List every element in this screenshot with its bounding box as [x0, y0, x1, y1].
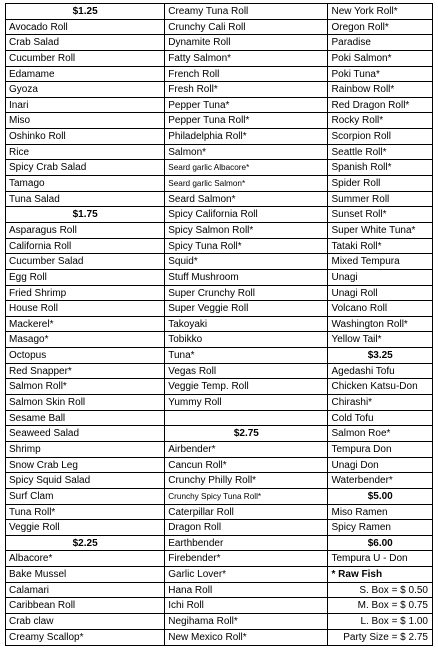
menu-item: Super Crunchy Roll: [165, 286, 327, 302]
menu-item: Takoyaki: [165, 317, 327, 333]
menu-item: Cucumber Roll: [6, 51, 164, 67]
menu-item: Masago*: [6, 332, 164, 348]
menu-item: Avocado Roll: [6, 20, 164, 36]
price-tier-heading: $3.25: [328, 348, 432, 364]
menu-item: Tamago: [6, 176, 164, 192]
menu-item: Mixed Tempura: [328, 254, 432, 270]
menu-item: Squid*: [165, 254, 327, 270]
price-tier-heading: $2.25: [6, 536, 164, 552]
menu-item: Creamy Scallop*: [9, 631, 84, 643]
menu-item: Dragon Roll: [165, 520, 327, 536]
menu-item: Crunchy Philly Roll*: [165, 473, 327, 489]
menu-item: Cucumber Salad: [6, 254, 164, 270]
menu-item: Seard garlic Albacore*: [165, 160, 327, 176]
menu-item: Spicy Squid Salad: [6, 473, 164, 489]
menu-item: Veggie Temp. Roll: [165, 379, 327, 395]
menu-item: Fresh Roll*: [165, 82, 327, 98]
menu-item: Edamame: [6, 67, 164, 83]
menu-item: Inari: [6, 98, 164, 114]
price-tier-heading: $2.75: [165, 426, 327, 442]
menu-item: New York Roll*: [328, 4, 432, 20]
menu-item: Asparagus Roll: [6, 223, 164, 239]
menu-item: House Roll: [6, 301, 164, 317]
menu-price-table: [5, 3, 433, 646]
menu-item: Bake Mussel: [6, 567, 164, 583]
menu-item: Sunset Roll*: [328, 207, 432, 223]
menu-item: Crab claw: [6, 614, 164, 630]
menu-item: S. Box = $ 0.50: [328, 583, 432, 599]
menu-item: Rainbow Roll*: [328, 82, 432, 98]
menu-item: Tempura U - Don: [328, 551, 432, 567]
menu-item: Shrimp: [6, 442, 164, 458]
menu-item: Paradise: [328, 35, 432, 51]
menu-item: Octopus: [6, 348, 164, 364]
menu-item: Creamy Tuna Roll: [165, 4, 327, 20]
menu-item: Airbender*: [165, 442, 327, 458]
menu-item: Cold Tofu: [328, 411, 432, 427]
menu-item: Salmon Roe*: [328, 426, 432, 442]
menu-item: Spanish Roll*: [328, 160, 432, 176]
menu-item: Agedashi Tofu: [328, 364, 432, 380]
menu-item: Vegas Roll: [165, 364, 327, 380]
menu-item: Calamari: [6, 583, 164, 599]
menu-item: Party Size = $ 2.75: [343, 631, 428, 643]
menu-item: Firebender*: [165, 551, 327, 567]
menu-item: Crunchy Spicy Tuna Roll*: [165, 489, 327, 505]
menu-column-3: [328, 4, 432, 645]
menu-item: Volcano Roll: [328, 301, 432, 317]
menu-item: Caribbean Roll: [6, 598, 164, 614]
menu-item: Chirashi*: [328, 395, 432, 411]
menu-item: Tuna Salad: [6, 192, 164, 208]
menu-item: Dynamite Roll: [165, 35, 327, 51]
menu-item: Cancun Roll*: [165, 458, 327, 474]
menu-item: Egg Roll: [6, 270, 164, 286]
menu-item: Stuff Mushroom: [165, 270, 327, 286]
menu-item: Fatty Salmon*: [165, 51, 327, 67]
menu-item: Scorpion Roll: [328, 129, 432, 145]
menu-item: Earthbender: [165, 536, 327, 552]
menu-item: Salmon*: [165, 145, 327, 161]
menu-item: Surf Clam: [6, 489, 164, 505]
menu-item: * Raw Fish: [328, 567, 432, 583]
menu-item: M. Box = $ 0.75: [328, 598, 432, 614]
menu-item: Miso Ramen: [328, 505, 432, 521]
menu-item: Tuna*: [165, 348, 327, 364]
menu-item: Seard Salmon*: [165, 192, 327, 208]
menu-item: Hana Roll: [165, 583, 327, 599]
menu-item: Crab Salad: [6, 35, 164, 51]
menu-item: Spicy Salmon Roll*: [165, 223, 327, 239]
menu-item: Snow Crab Leg: [6, 458, 164, 474]
menu-item: Salmon Roll*: [6, 379, 164, 395]
menu-item: Seaweed Salad: [6, 426, 164, 442]
menu-item: New Mexico Roll*: [168, 631, 247, 643]
menu-item: Spicy California Roll: [165, 207, 327, 223]
menu-item: Salmon Skin Roll: [6, 395, 164, 411]
menu-item: Seattle Roll*: [328, 145, 432, 161]
menu-item: Garlic Lover*: [165, 567, 327, 583]
menu-item: Rice: [6, 145, 164, 161]
menu-item: Oshinko Roll: [6, 129, 164, 145]
menu-item: Summer Roll: [328, 192, 432, 208]
menu-item: Red Dragon Roll*: [328, 98, 432, 114]
menu-column-1: [6, 4, 165, 645]
menu-item: Poki Tuna*: [328, 67, 432, 83]
menu-item: Unagi: [328, 270, 432, 286]
menu-item: Spicy Tuna Roll*: [165, 239, 327, 255]
menu-item: Super White Tuna*: [328, 223, 432, 239]
price-tier-heading: $6.00: [328, 536, 432, 552]
menu-item: Ichi Roll: [165, 598, 327, 614]
menu-item: Gyoza: [6, 82, 164, 98]
menu-item: Crunchy Cali Roll: [165, 20, 327, 36]
menu-item: Spicy Crab Salad: [6, 160, 164, 176]
menu-item: Chicken Katsu-Don: [328, 379, 432, 395]
menu-item: Unagi Don: [328, 458, 432, 474]
menu-item: Caterpillar Roll: [165, 505, 327, 521]
menu-item: Veggie Roll: [6, 520, 164, 536]
menu-item: French Roll: [165, 67, 327, 83]
price-tier-heading: $1.25: [6, 4, 164, 20]
menu-item: Sesame Ball: [6, 411, 164, 427]
menu-item: Spider Roll: [328, 176, 432, 192]
menu-item: Albacore*: [6, 551, 164, 567]
menu-column-2: [165, 4, 328, 645]
menu-item: Mackerel*: [6, 317, 164, 333]
menu-item: Pepper Tuna Roll*: [165, 113, 327, 129]
menu-item: Philadelphia Roll*: [165, 129, 327, 145]
menu-item: Oregon Roll*: [328, 20, 432, 36]
menu-item: Tempura Don: [328, 442, 432, 458]
menu-item: Spicy Ramen: [328, 520, 432, 536]
menu-item: Yummy Roll: [165, 395, 327, 411]
menu-item: L. Box = $ 1.00: [328, 614, 432, 630]
menu-item: Waterbender*: [328, 473, 432, 489]
menu-item: Poki Salmon*: [328, 51, 432, 67]
menu-item: Fried Shrimp: [6, 286, 164, 302]
menu-item: California Roll: [6, 239, 164, 255]
menu-item: Tataki Roll*: [328, 239, 432, 255]
menu-item: Red Snapper*: [6, 364, 164, 380]
menu-item: Negihama Roll*: [165, 614, 327, 630]
menu-item: Super Veggie Roll: [165, 301, 327, 317]
blank-cell: [165, 411, 327, 427]
menu-item: Yellow Tail*: [328, 332, 432, 348]
menu-item: Unagi Roll: [328, 286, 432, 302]
menu-item: Tuna Roll*: [6, 505, 164, 521]
price-tier-heading: $5.00: [328, 489, 432, 505]
price-tier-heading: $1.75: [6, 207, 164, 223]
menu-item: Miso: [6, 113, 164, 129]
menu-item: Rocky Roll*: [328, 113, 432, 129]
menu-item: Pepper Tuna*: [165, 98, 327, 114]
menu-item: Washington Roll*: [328, 317, 432, 333]
menu-item: Tobikko: [165, 332, 327, 348]
menu-item: Seard garlic Salmon*: [165, 176, 327, 192]
